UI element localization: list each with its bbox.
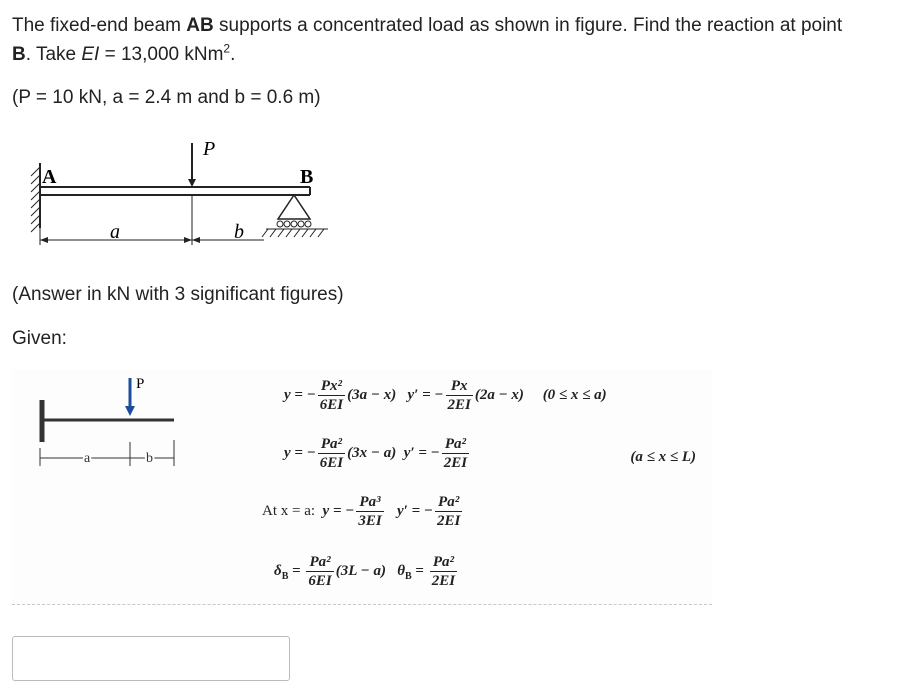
eq-fraction: $\frac{\text{Pa³}}{3EI}$ [358,494,382,529]
question-part: supports a concentrated load as shown in figure. Find the reaction at point [213,15,843,36]
answer-note: (Answer in kN with 3 significant figures) [12,284,344,305]
eq-text: y′ = − [407,386,444,403]
beam-figure [28,133,348,253]
question-params: (P = 10 kN, a = 2.4 m and b = 0.6 m) [12,87,321,108]
eq-fraction: $\frac{\text{Pa²}}{2EI}$ [436,494,461,529]
rollers [277,221,311,227]
eq-text: y = − [284,386,316,403]
given-label: Given: [12,328,67,349]
question-text [12,11,892,69]
pin-support [278,195,310,219]
eq-fraction: $\frac{\text{Pa²}}{6EI}$ [308,554,332,589]
question-var: EI [81,44,100,65]
eq-text: y = − [284,444,316,461]
load-label: P [203,138,216,160]
question-part: . [230,44,236,65]
dim-a-label: a [110,221,120,243]
question-part: . Take [25,44,82,65]
eq-fraction: $\frac{\text{Px²}}{6EI}$ [319,378,344,413]
dim-arrow [40,237,48,243]
given-dim-b: b [146,451,153,466]
question-part: The fixed-end beam [12,15,187,36]
given-dim-a: a [84,451,91,466]
eq-text: At x = a: [262,502,316,519]
eq-text: (3L − a) [335,562,386,579]
eq-text: = [288,562,305,579]
eq-text: y′ = − [396,502,433,519]
end-b-label: B [300,166,314,188]
given-load-label: P [136,376,145,392]
eq-text: = [411,562,428,579]
answer-input[interactable] [12,636,290,681]
eq-fraction: $\frac{\text{Pa²}}{2EI}$ [443,436,468,471]
eq-text: θ [397,562,405,579]
eq-range: (a ≤ x ≤ L) [630,449,696,465]
eq-row-4 [274,553,459,590]
question-bold: AB [186,15,214,36]
given-load-arrowhead [125,406,135,416]
eq-fraction: $\frac{\text{Pa²}}{6EI}$ [319,436,344,471]
eq-text: y = − [322,502,355,519]
dim-b-label: b [234,221,244,243]
eq-text: y′ = − [403,444,440,461]
eq-sub: B [281,570,289,582]
load-arrowhead [188,179,196,187]
eq-fraction: $\frac{Px}{2EI}$ [447,378,471,413]
eq-text: (3x − a) [347,444,397,461]
end-a-label: A [42,166,57,188]
eq-text: (3a − x) [347,386,397,403]
question-sup: 2 [223,41,231,56]
eq-text: (2a − x) [474,386,524,403]
dim-arrow [184,237,192,243]
given-beam-figure [32,370,192,470]
eq-range: (0 ≤ x ≤ a) [542,386,607,403]
eq-text: δ [274,562,282,579]
wall-hatch [31,167,40,232]
eq-fraction: $\frac{\text{Pa²}}{2EI}$ [431,554,456,589]
eq-sub: B [405,570,412,582]
question-bold: B [12,44,26,65]
eq-row-1 [284,377,607,414]
eq-row-2 [284,435,696,472]
ground-hatch [262,229,324,237]
question-part: = 13,000 kNm [99,44,224,65]
dim-arrow [192,237,200,243]
eq-row-3 [262,493,464,530]
